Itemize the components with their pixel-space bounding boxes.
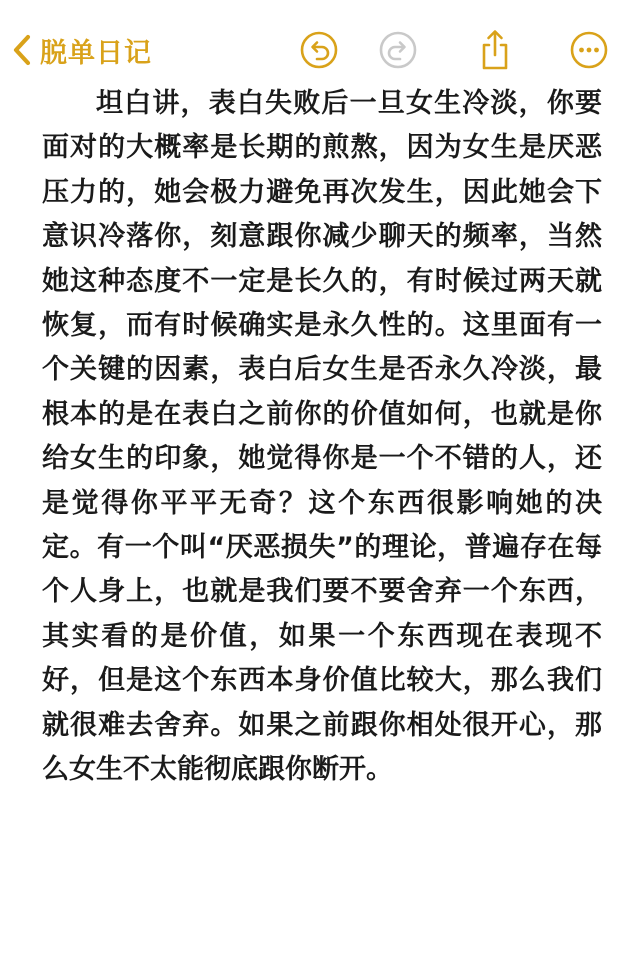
- share-icon: [475, 28, 515, 72]
- redo-button[interactable]: [376, 28, 420, 72]
- undo-button[interactable]: [297, 28, 341, 72]
- more-icon: [569, 30, 609, 70]
- more-button[interactable]: [567, 28, 611, 72]
- note-toolbar: [0, 22, 640, 78]
- back-button[interactable]: [12, 28, 152, 72]
- chevron-left-icon: [12, 34, 32, 66]
- note-body-text[interactable]: 坦白讲，表白失败后一旦女生冷淡，你要面对的大概率是长期的煎熬，因为女生是厌恶压力的，她会极力避免再次发生，因此她会下意识冷落你，刻意跟你减少聊天的频率，当然她这种态度不一定是长久的，有时候过两天就恢复，而有时候确实是永久性的。这里面有一个关键的因素，表白后女生是否永久冷淡，最根本的是在表白之前你的价值如何，也就是你给女生的印象，她觉得你是一个不错的人，还是觉得你平平无奇？这个东西很影响她的决定。有一个叫“厌恶损失”的理论，普遍存在每个人身上，也就是我们要不要舍弃一个东西，其实看的是价值，如果一个东西现在表现不好，但是这个东西本身价值比较大，那么我们就很难去舍弃。如果之前跟你相处很开心，那么女生不太能彻底跟你断开。: [42, 88, 602, 786]
- redo-icon: [378, 30, 418, 70]
- back-label: 脱单日记: [40, 37, 152, 69]
- share-button[interactable]: [473, 28, 517, 72]
- undo-icon: [299, 30, 339, 70]
